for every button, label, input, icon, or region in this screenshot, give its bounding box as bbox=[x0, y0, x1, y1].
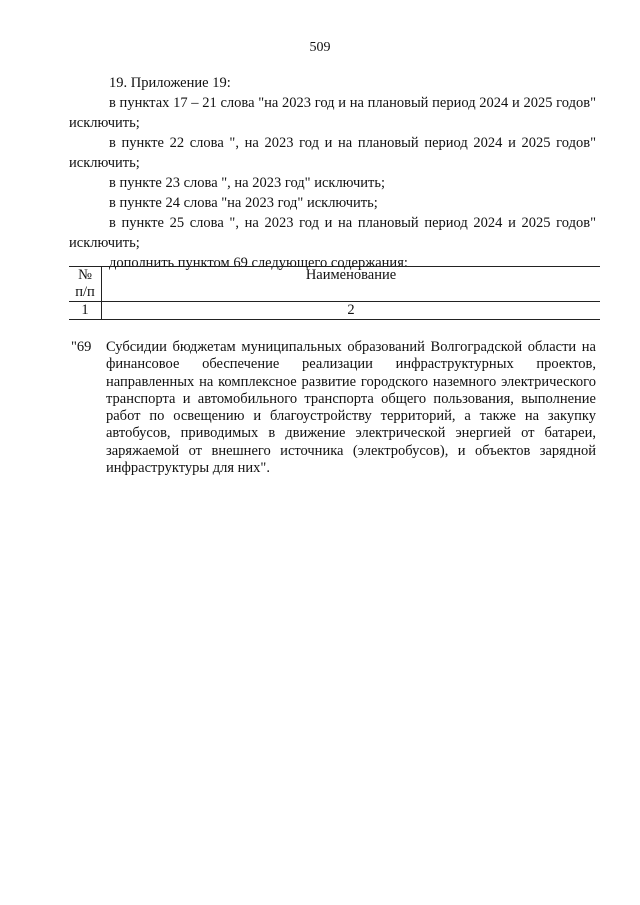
table-header bbox=[69, 266, 600, 320]
amendment-item: в пункте 24 слова "на 2023 год" исключить; bbox=[109, 195, 378, 211]
column-index-name: 2 bbox=[102, 302, 601, 320]
table-index-row bbox=[69, 302, 600, 320]
table-row bbox=[69, 339, 596, 477]
row-name: Субсидии бюджетам муниципальных образований Волгоградской области на финансовое обеспечение реализации инфраструктурных проектов, направленных на комплексное развитие городского наземного электрического транспорта и автомобильного транспорта общего пользования, выполнение работ по освещению и благоустройству территорий, а также на закупку автобусов, приводимых в движение электрической энергией от батареи, заряжаемой от внешнего источника (электробусов), и объектов зарядной инфраструктуры для них". bbox=[106, 339, 596, 477]
column-index-number: 1 bbox=[69, 302, 102, 320]
amendment-heading: 19. Приложение 19: bbox=[109, 75, 231, 91]
column-header-name: Наименование bbox=[102, 267, 601, 302]
table-header-row bbox=[69, 267, 600, 302]
amendments-list bbox=[69, 73, 596, 273]
amendment-item: в пункте 23 слова ", на 2023 год" исключить; bbox=[109, 175, 385, 191]
column-header-number: № п/п bbox=[69, 267, 102, 302]
page-number: 509 bbox=[309, 40, 331, 55]
amendment-item: в пункте 22 слова ", на 2023 год и на плановый период 2024 и 2025 годов" исключить; bbox=[69, 135, 596, 171]
amendment-item: в пункте 25 слова ", на 2023 год и на плановый период 2024 и 2025 годов" исключить; bbox=[69, 215, 596, 251]
amendment-item: дополнить пунктом 69 следующего содержания: bbox=[109, 255, 408, 271]
amendment-item: в пунктах 17 – 21 слова "на 2023 год и на плановый период 2024 и 2025 годов" исключить; bbox=[69, 95, 596, 131]
row-number: "69 bbox=[71, 339, 92, 355]
